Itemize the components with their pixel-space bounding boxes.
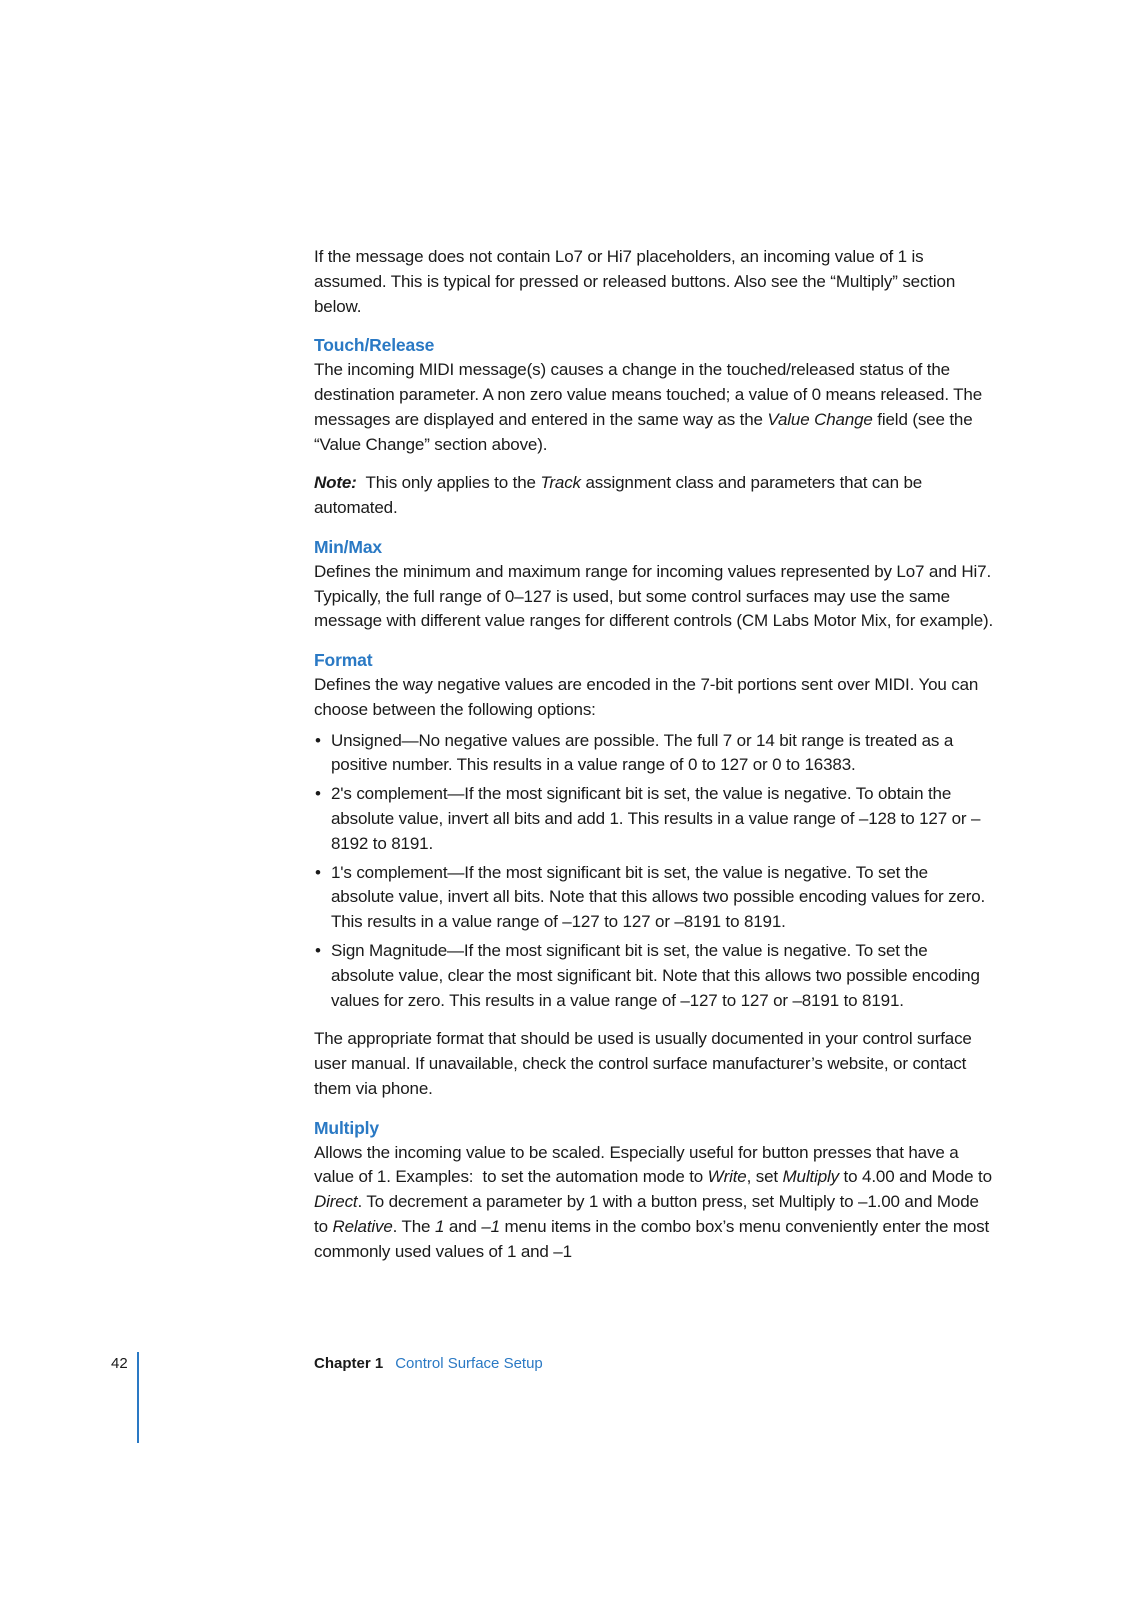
direct-term: Direct: [314, 1192, 358, 1212]
chapter-label: Chapter 1: [314, 1355, 384, 1372]
heading-multiply: Multiply: [314, 1117, 379, 1138]
bullet-icon: •: [315, 730, 321, 750]
bullet-icon: •: [315, 784, 321, 804]
multiply-text-2: , set: [746, 1167, 783, 1187]
multiply-text-7: menu items in the combo box’s menu conveniently enter the most commonly used values of 1 and –1: [314, 1216, 994, 1261]
heading-min-max: Min/Max: [314, 536, 382, 557]
multiply-text-1: Allows the incoming value to be scaled. Especially useful for button presses that have a value of 1. Examples: to set the automation mode to: [314, 1142, 964, 1187]
list-item-text: 1's complement—If the most significant bit is set, the value is negative. To set the absolute value, invert all bits. Note that this allows two possible encoding values for zero. This results in a value range of –127 to 127 or –8191 to 8191.: [331, 862, 986, 932]
multiply-paragraph: [314, 1141, 997, 1265]
list-item: [314, 729, 994, 779]
chapter-title: Control Surface Setup: [395, 1355, 543, 1372]
list-item-text: Unsigned—No negative values are possible. The full 7 or 14 bit range is treated as a positive number. This results in a value range of 0 to 127 or 0 to 16383.: [331, 730, 954, 775]
footer-chapter: [314, 1355, 543, 1372]
page-number: 42: [111, 1355, 128, 1372]
list-item: [314, 861, 994, 935]
multiply-text-5: . The: [392, 1216, 435, 1236]
bullet-icon: •: [315, 862, 321, 882]
note-text-2: assignment class and parameters that can be automated.: [314, 473, 923, 518]
track-term: Track: [540, 473, 581, 493]
bullet-icon: •: [315, 940, 321, 960]
multiply-term: Multiply: [782, 1167, 839, 1187]
heading-touch-release: Touch/Release: [314, 335, 435, 356]
touch-release-text-2: field (see the “Value Change” section above).: [314, 409, 973, 454]
multiply-text-3: to 4.00 and Mode to: [838, 1167, 997, 1187]
multiply-text-6: and: [444, 1216, 482, 1236]
note-label: Note:: [314, 473, 357, 493]
one-term: 1: [434, 1216, 445, 1236]
min-max-paragraph: Defines the minimum and maximum range for incoming values represented by Lo7 and Hi7. Typically, the full range of 0–127 is used, but some control surfaces may use the same message with different value ranges for different controls (CM Labs Motor Mix, for example).: [314, 561, 994, 631]
minus-one-term: –1: [481, 1216, 500, 1236]
list-item: [314, 939, 994, 1013]
value-change-term: Value Change: [767, 409, 873, 429]
write-term: Write: [707, 1167, 747, 1187]
note-paragraph: [314, 471, 994, 521]
multiply-text-4: . To decrement a parameter by 1 with a button press, set Multiply to –1.00 and Mode to: [314, 1192, 984, 1236]
list-item: [314, 782, 994, 856]
page-body: [314, 245, 997, 1278]
format-options-list: [314, 729, 994, 1014]
relative-term: Relative: [332, 1216, 393, 1236]
list-item-text: Sign Magnitude—If the most significant bit is set, the value is negative. To set the absolute value, clear the most significant bit. Note that this allows two possible encoding values for zero. This results in a value range of –127 to 127 or –8191 to 8191.: [331, 940, 980, 1010]
touch-release-text-1: The incoming MIDI message(s) causes a change in the touched/released status of the destination parameter. A non zero value means touched; a value of 0 means released. The messages are displayed and entered in the same way as the: [314, 360, 983, 429]
heading-format: Format: [314, 650, 373, 671]
note-text-1: This only applies to the: [356, 473, 541, 493]
touch-release-paragraph: [314, 358, 994, 457]
format-closing-paragraph: The appropriate format that should be used is usually documented in your control surface user manual. If unavailable, check the control surface manufacturer’s website, or contact them via phone.: [314, 1029, 972, 1098]
intro-paragraph: If the message does not contain Lo7 or Hi7 placeholders, an incoming value of 1 is assumed. This is typical for pressed or released buttons. Also see the “Multiply” section below.: [314, 247, 956, 316]
list-item-text: 2's complement—If the most significant bit is set, the value is negative. To obtain the absolute value, invert all bits and add 1. This results in a value range of –128 to 127 or –8192 to 8191.: [331, 784, 981, 853]
footer-divider: [137, 1352, 139, 1443]
format-paragraph: Defines the way negative values are encoded in the 7-bit portions sent over MIDI. You can choose between the following options:: [314, 674, 979, 719]
